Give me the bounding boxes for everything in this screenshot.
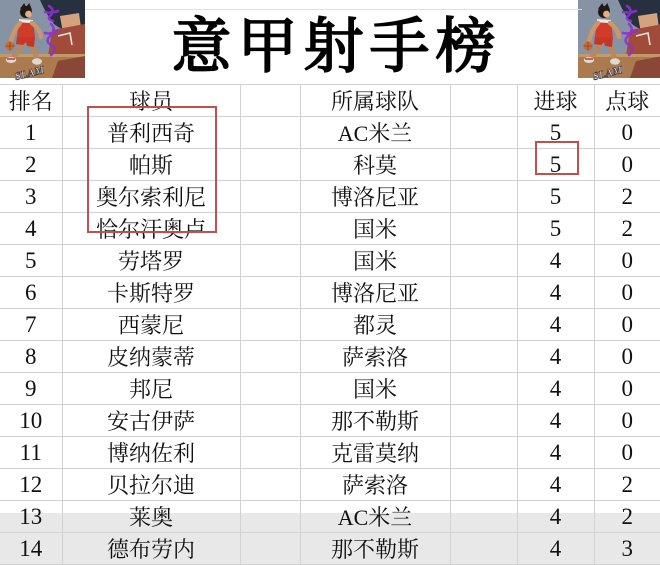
- header-goals: 进球: [517, 85, 594, 117]
- header-penalty: 点球: [594, 85, 660, 117]
- goals-cell: 5: [517, 149, 594, 181]
- spacer-cell: [450, 277, 517, 309]
- penalty-cell: 2: [594, 181, 660, 213]
- spacer-cell: [240, 277, 300, 309]
- player-cell: 西蒙尼: [62, 309, 240, 341]
- penalty-cell: 0: [594, 277, 660, 309]
- player-cell: 皮纳蒙蒂: [62, 341, 240, 373]
- table-row: [0, 245, 660, 277]
- spacer-cell: [450, 213, 517, 245]
- spacer-cell: [450, 245, 517, 277]
- penalty-cell: 2: [594, 469, 660, 501]
- goals-cell: 4: [517, 341, 594, 373]
- player-cell: 劳塔罗: [62, 245, 240, 277]
- table-row: [0, 437, 660, 469]
- rank-cell: 3: [0, 181, 62, 213]
- penalty-cell: 2: [594, 213, 660, 245]
- goals-cell: 4: [517, 309, 594, 341]
- goals-cell: 5: [517, 181, 594, 213]
- team-cell: 萨索洛: [300, 341, 450, 373]
- penalty-cell: 0: [594, 341, 660, 373]
- spacer-cell: [240, 405, 300, 437]
- penalty-cell: 0: [594, 309, 660, 341]
- spacer-cell: [240, 501, 300, 533]
- team-cell: 国米: [300, 245, 450, 277]
- rank-cell: 4: [0, 213, 62, 245]
- player-cell: 帕斯: [62, 149, 240, 181]
- spacer-cell: [240, 309, 300, 341]
- table-row: [0, 533, 660, 565]
- header-player: 球员: [62, 85, 240, 117]
- goals-cell: 4: [517, 437, 594, 469]
- rank-cell: 10: [0, 405, 62, 437]
- team-cell: 国米: [300, 213, 450, 245]
- rank-cell: 2: [0, 149, 62, 181]
- spacer-cell: [450, 373, 517, 405]
- goals-cell: 4: [517, 469, 594, 501]
- goals-cell: 4: [517, 373, 594, 405]
- spacer-cell: [240, 213, 300, 245]
- rank-cell: 5: [0, 245, 62, 277]
- spacer-cell: [240, 245, 300, 277]
- player-cell: 莱奥: [62, 501, 240, 533]
- player-cell: 普利西奇: [62, 117, 240, 149]
- highlight-box-top-player-names: [87, 106, 217, 233]
- spacer-cell: [450, 181, 517, 213]
- spacer-cell: [240, 117, 300, 149]
- team-cell: 国米: [300, 373, 450, 405]
- penalty-cell: 0: [594, 437, 660, 469]
- rank-cell: 13: [0, 501, 62, 533]
- team-cell: 博洛尼亚: [300, 181, 450, 213]
- spacer-cell: [450, 501, 517, 533]
- team-cell: 都灵: [300, 309, 450, 341]
- table-row: [0, 309, 660, 341]
- header-team: 所属球队: [300, 85, 450, 117]
- goals-cell: 4: [517, 501, 594, 533]
- spacer-cell: [450, 469, 517, 501]
- penalty-cell: 2: [594, 501, 660, 533]
- spacer-cell: [450, 405, 517, 437]
- goals-cell: 5: [517, 213, 594, 245]
- slam-dunk-artwork-left: [0, 0, 85, 78]
- team-cell: AC米兰: [300, 117, 450, 149]
- table-row: [0, 341, 660, 373]
- rank-cell: 12: [0, 469, 62, 501]
- spacer-header: [240, 85, 300, 117]
- player-cell: 安古伊萨: [62, 405, 240, 437]
- player-cell: 恰尔汗奥卢: [62, 213, 240, 245]
- team-cell: 那不勒斯: [300, 533, 450, 565]
- spacer-cell: [240, 373, 300, 405]
- penalty-cell: 0: [594, 149, 660, 181]
- page-title: 意甲射手榜: [171, 14, 502, 80]
- spacer-cell: [240, 437, 300, 469]
- team-cell: 那不勒斯: [300, 405, 450, 437]
- spacer-cell: [450, 149, 517, 181]
- team-cell: 克雷莫纳: [300, 437, 450, 469]
- team-cell: 科莫: [300, 149, 450, 181]
- rank-cell: 6: [0, 277, 62, 309]
- spacer-cell: [240, 181, 300, 213]
- header-rank: 排名: [0, 85, 62, 117]
- goals-cell: 4: [517, 405, 594, 437]
- spacer-cell: [240, 341, 300, 373]
- spacer-cell: [450, 437, 517, 469]
- player-cell: 贝拉尔迪: [62, 469, 240, 501]
- highlight-box-rank2-goals: [535, 141, 579, 175]
- penalty-cell: 3: [594, 533, 660, 565]
- rank-cell: 8: [0, 341, 62, 373]
- rank-cell: 11: [0, 437, 62, 469]
- spacer-cell: [450, 533, 517, 565]
- player-cell: 博纳佐利: [62, 437, 240, 469]
- team-cell: 萨索洛: [300, 469, 450, 501]
- table-row: [0, 469, 660, 501]
- spacer-cell: [240, 149, 300, 181]
- rank-cell: 9: [0, 373, 62, 405]
- spacer-cell: [240, 533, 300, 565]
- spacer-cell: [450, 117, 517, 149]
- rank-cell: 1: [0, 117, 62, 149]
- spacer-cell: [240, 469, 300, 501]
- penalty-cell: 0: [594, 245, 660, 277]
- rank-cell: 7: [0, 309, 62, 341]
- table-row: [0, 277, 660, 309]
- penalty-cell: 0: [594, 373, 660, 405]
- table-row: [0, 501, 660, 533]
- table-row: [0, 373, 660, 405]
- player-cell: 邦尼: [62, 373, 240, 405]
- penalty-cell: 0: [594, 405, 660, 437]
- goals-cell: 5: [517, 117, 594, 149]
- team-cell: 博洛尼亚: [300, 277, 450, 309]
- goals-cell: 4: [517, 533, 594, 565]
- goals-cell: 4: [517, 277, 594, 309]
- player-cell: 德布劳内: [62, 533, 240, 565]
- spacer-cell: [450, 341, 517, 373]
- goals-cell: 4: [517, 245, 594, 277]
- spacer-header: [450, 85, 517, 117]
- rank-cell: 14: [0, 533, 62, 565]
- slam-dunk-artwork-right: [582, 0, 660, 78]
- spacer-cell: [450, 309, 517, 341]
- team-cell: AC米兰: [300, 501, 450, 533]
- player-cell: 奥尔索利尼: [62, 181, 240, 213]
- player-cell: 卡斯特罗: [62, 277, 240, 309]
- penalty-cell: 0: [594, 117, 660, 149]
- table-row: [0, 405, 660, 437]
